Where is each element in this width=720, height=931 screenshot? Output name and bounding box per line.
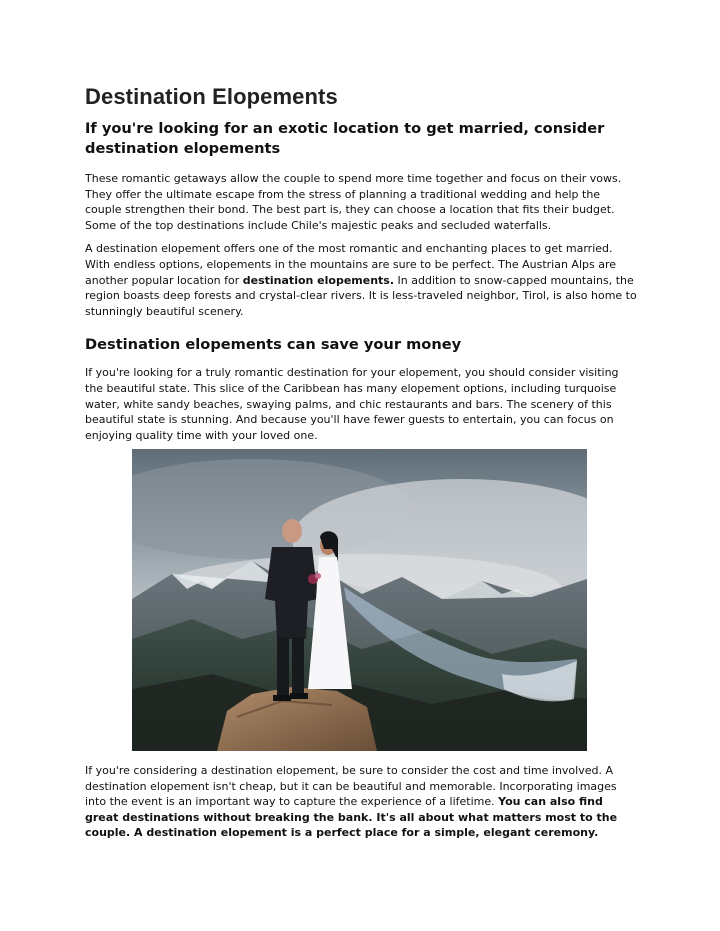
paragraph-closing-text: If you're considering a destination elopement, be sure to consider the cost and time involved. A destination elopement isn't cheap, but it can be beautiful and memorable. Incorporating images into the event is an important way to capture the experience of a lifetime. <box>85 764 617 809</box>
paragraph-alps <box>85 241 637 319</box>
closing-section <box>85 763 637 849</box>
paragraph-alps-bold: destination elopements. <box>242 273 395 287</box>
section-heading: Destination elopements can save your money <box>85 336 462 354</box>
paragraph-closing <box>85 763 637 841</box>
paragraph-caribbean: If you're looking for a truly romantic destination for your elopement, you should consider visiting the beautiful state. This slice of the Caribbean has many elopement options, including turquoise water, white sandy beaches, swaying palms, and chic restaurants and bars. The scenery of this beautiful state is stunning. And because you'll have fewer guests to entertain, you can focus on enjoying quality time with your loved one. <box>85 366 619 442</box>
subtitle: If you're looking for an exotic location to get married, consider destination elopements <box>85 120 605 157</box>
wedding-photo <box>132 449 587 751</box>
page-title: Destination Elopements <box>85 84 338 109</box>
mountain-elopement-image <box>132 449 587 751</box>
paragraph-alps-text-b: In addition to snow-capped mountains, the region boasts deep forests and crystal-clear rivers. It is less-traveled neighbor, Tirol, is also home to stunningly beautiful scenery. <box>85 273 637 318</box>
paragraph-closing-bold: You can also find great destinations without breaking the bank. It's all about what matters most to the couple. A destination elopement is a perfect place for a simple, elegant ceremony. <box>85 795 618 840</box>
paragraph-intro: These romantic getaways allow the couple to spend more time together and focus on their vows. They offer the ultimate escape from the stress of planning a traditional wedding and help the couple strengthen their bond. The best part is, they can choose a location that fits their budget. Some of the top destinations include Chile's majestic peaks and secluded waterfalls. <box>85 172 622 232</box>
article-body <box>85 84 637 451</box>
paragraph-alps-text-a: A destination elopement offers one of the most romantic and enchanting places to get married. With endless options, elopements in the mountains are sure to be perfect. The Austrian Alps are another popular location for <box>85 242 617 287</box>
